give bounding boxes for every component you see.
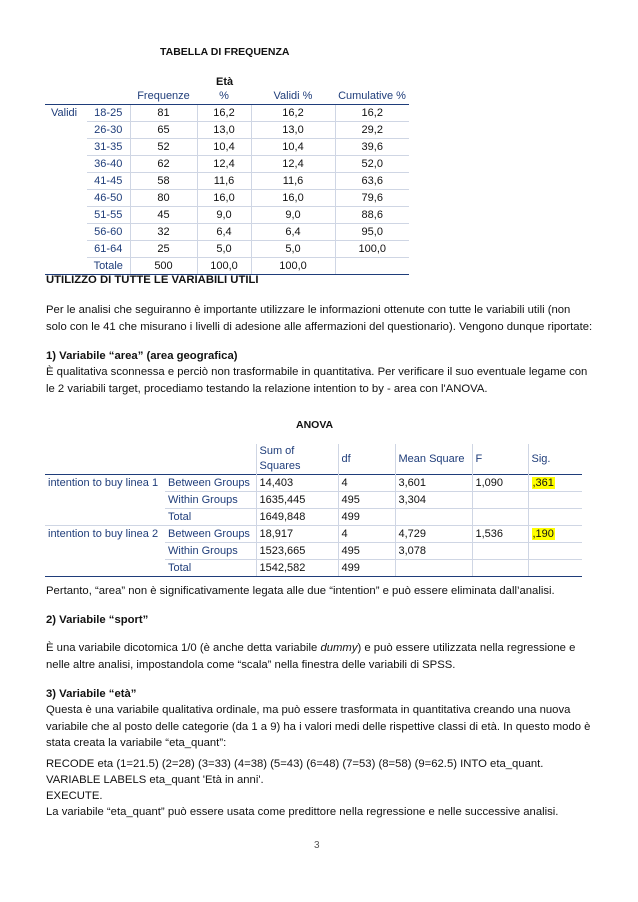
freq-header-empty: [45, 88, 87, 105]
anova-header-ss: Sum of Squares: [256, 444, 338, 475]
freq-row: [45, 190, 409, 207]
anova-cell-ms: [395, 560, 472, 577]
eta-quant-note: La variabile “eta_quant” può essere usata come predittore nella regressione e nelle successive analisi.: [46, 806, 559, 818]
anova-header-ms: Mean Square: [395, 444, 472, 475]
anova-cell-df: 495: [338, 543, 395, 560]
freq-group-label: [45, 190, 87, 207]
freq-cell-freq: 25: [130, 241, 197, 258]
freq-group-label: [45, 207, 87, 224]
anova-cell-f: 1,536: [472, 526, 528, 543]
freq-cell-valid: 100,0: [251, 258, 335, 275]
freq-cell-freq: 81: [130, 105, 197, 122]
freq-category: 46-50: [87, 190, 130, 207]
freq-cell-valid: 10,4: [251, 139, 335, 156]
anova-cell-df: 499: [338, 560, 395, 577]
freq-group-label: [45, 139, 87, 156]
sport-para-part2: ) e può essere utilizzata nella regressione e nelle altre analisi, impostandola come “scala” nella finestra delle variabili di SPSS.: [46, 642, 576, 671]
freq-category: 61-64: [87, 241, 130, 258]
anova-header-f: F: [472, 444, 528, 475]
anova-cell-df: 495: [338, 492, 395, 509]
variable-area-heading: 1) Variabile “area” (area geografica): [46, 350, 238, 362]
sport-para-emphasis: dummy: [320, 642, 358, 654]
freq-category: 56-60: [87, 224, 130, 241]
anova-conclusion: Pertanto, “area” non è significativamente legata alle due “intention” e può essere eliminata dall’analisi.: [46, 585, 555, 597]
anova-cell-ss: 18,917: [256, 526, 338, 543]
freq-row: [45, 139, 409, 156]
freq-category: 51-55: [87, 207, 130, 224]
freq-row: [45, 122, 409, 139]
anova-title: ANOVA: [296, 419, 334, 431]
freq-row: [45, 156, 409, 173]
freq-cell-freq: 52: [130, 139, 197, 156]
anova-table: [45, 444, 582, 577]
freq-group-label: [45, 122, 87, 139]
anova-header-empty: [45, 444, 165, 475]
freq-cell-freq: 32: [130, 224, 197, 241]
anova-source: Within Groups: [165, 492, 256, 509]
freq-cell-freq: 45: [130, 207, 197, 224]
freq-cell-valid: 6,4: [251, 224, 335, 241]
freq-row: [45, 224, 409, 241]
freq-cell-pct: 10,4: [197, 139, 251, 156]
freq-cell-valid: 5,0: [251, 241, 335, 258]
freq-header-pct: %: [219, 89, 229, 102]
anova-cell-df: 4: [338, 526, 395, 543]
freq-group-label: [45, 224, 87, 241]
anova-block-label: intention to buy linea 2: [48, 527, 159, 540]
freq-row: [45, 207, 409, 224]
anova-cell-sig: [528, 509, 582, 526]
freq-cell-cum: 29,2: [335, 122, 409, 139]
frequency-table: [45, 88, 409, 275]
anova-header-empty: [165, 444, 256, 475]
freq-cell-cum: 79,6: [335, 190, 409, 207]
freq-cell-pct: 12,4: [197, 156, 251, 173]
anova-block-label: [45, 492, 165, 509]
freq-cell-valid: 11,6: [251, 173, 335, 190]
variable-area-paragraph: È qualitativa sconnessa e perciò non trasformabile in quantitativa. Per verificare il suo eventuale legame con le 2 variabili target, procediamo testando la relazione intention to by - area con l'ANOVA.: [46, 366, 588, 395]
anova-cell-ms: 3,304: [395, 492, 472, 509]
variable-sport-heading: 2) Variabile “sport”: [46, 614, 149, 626]
anova-cell-sig: [528, 543, 582, 560]
anova-source: Total: [165, 509, 256, 526]
freq-cell-valid: 12,4: [251, 156, 335, 173]
anova-cell-sig: [528, 475, 582, 492]
freq-cell-cum: 95,0: [335, 224, 409, 241]
anova-header-sig: Sig.: [528, 444, 582, 475]
freq-header-empty: [87, 88, 130, 105]
freq-cell-pct: 13,0: [197, 122, 251, 139]
anova-cell-ss: 1649,848: [256, 509, 338, 526]
freq-category: 41-45: [87, 173, 130, 190]
anova-cell-f: 1,090: [472, 475, 528, 492]
freq-category: 31-35: [87, 139, 130, 156]
anova-row: [45, 475, 582, 492]
anova-cell-ms: [395, 509, 472, 526]
anova-source: Total: [165, 560, 256, 577]
anova-block-label: [45, 560, 165, 577]
anova-row: [45, 526, 582, 543]
anova-cell-f: [472, 492, 528, 509]
freq-category: 26-30: [87, 122, 130, 139]
anova-cell-ms: 3,601: [395, 475, 472, 492]
freq-header-cum: Cumulative %: [338, 89, 406, 102]
freq-cell-valid: 9,0: [251, 207, 335, 224]
anova-cell-sig: [528, 560, 582, 577]
anova-row: [45, 543, 582, 560]
anova-cell-ms: 3,078: [395, 543, 472, 560]
anova-block-label: intention to buy linea 1: [45, 475, 165, 492]
freq-cell-pct: 16,0: [197, 190, 251, 207]
spss-code-line-1: RECODE eta (1=21.5) (2=28) (3=33) (4=38) (5=43) (6=48) (7=53) (8=58) (9=62.5) INTO eta_quant.: [46, 758, 544, 770]
freq-table-title: TABELLA DI FREQUENZA: [160, 46, 290, 58]
freq-header-freq: Frequenze: [137, 89, 190, 102]
anova-source: Within Groups: [165, 543, 256, 560]
anova-cell-sig: [528, 492, 582, 509]
anova-cell-f: [472, 543, 528, 560]
anova-cell-ss: 1523,665: [256, 543, 338, 560]
spss-code-line-2: VARIABLE LABELS eta_quant 'Età in anni'.: [46, 774, 264, 786]
freq-group-label: Validi: [45, 105, 87, 122]
anova-block-label: [45, 509, 165, 526]
freq-cell-cum: 100,0: [335, 241, 409, 258]
freq-cell-pct: 16,2: [197, 105, 251, 122]
anova-cell-ss: 1635,445: [256, 492, 338, 509]
freq-header-valid: Validi %: [273, 89, 313, 102]
variable-eta-heading: 3) Variabile “età”: [46, 688, 137, 700]
anova-cell-f: [472, 560, 528, 577]
freq-cell-valid: 16,0: [251, 190, 335, 207]
anova-header-df: df: [338, 444, 395, 475]
freq-group-label: [45, 241, 87, 258]
anova-sig-highlight: ,190: [532, 527, 554, 540]
freq-group-label: [45, 173, 87, 190]
freq-header-row: [45, 88, 409, 105]
freq-cell-freq: 80: [130, 190, 197, 207]
anova-row: [45, 560, 582, 577]
section-heading-variabili: UTILIZZO DI TUTTE LE VARIABILI UTILI: [46, 274, 259, 286]
anova-block-label: [45, 543, 165, 560]
freq-cell-cum: 39,6: [335, 139, 409, 156]
freq-table-var-label: Età: [216, 76, 234, 88]
freq-row: [45, 105, 409, 122]
anova-cell-ms: 4,729: [395, 526, 472, 543]
anova-cell-df: 4: [338, 475, 395, 492]
section-paragraph-intro: Per le analisi che seguiranno è importante utilizzare le informazioni ottenute con tutte le variabili utili (non solo con le 41 che misurano i livelli di adesione alle affermazioni del questionario). Vengono dunque riportate:: [46, 304, 593, 333]
anova-cell-f: [472, 509, 528, 526]
freq-cell-freq: 62: [130, 156, 197, 173]
anova-sig-highlight: ,361: [532, 476, 554, 489]
freq-cell-pct: 9,0: [197, 207, 251, 224]
freq-cell-cum: 16,2: [335, 105, 409, 122]
variable-eta-paragraph: Questa è una variabile qualitativa ordinale, ma può essere trasformata in quantitativa creando una nuova variabile che al posto delle categorie (da 1 a 9) ha i valori medi delle rispettive classi di età. In questo modo è stata creata la variabile “eta_quant”:: [46, 704, 591, 749]
page-number: 3: [314, 840, 320, 851]
anova-cell-sig: [528, 526, 582, 543]
freq-cell-freq: 500: [130, 258, 197, 275]
freq-cell-valid: 16,2: [251, 105, 335, 122]
freq-cell-cum: 63,6: [335, 173, 409, 190]
freq-cell-pct: 100,0: [197, 258, 251, 275]
anova-header-row: [45, 444, 582, 475]
freq-cell-pct: 11,6: [197, 173, 251, 190]
freq-cell-freq: 58: [130, 173, 197, 190]
freq-row: [45, 241, 409, 258]
freq-cell-pct: 5,0: [197, 241, 251, 258]
anova-cell-ss: 1542,582: [256, 560, 338, 577]
freq-category: 36-40: [87, 156, 130, 173]
sport-para-part1: È una variabile dicotomica 1/0 (è anche detta variabile: [46, 642, 321, 654]
freq-cell-cum: 52,0: [335, 156, 409, 173]
freq-cell-pct: 6,4: [197, 224, 251, 241]
variable-sport-paragraph: [46, 640, 594, 673]
anova-row: [45, 492, 582, 509]
freq-category: 18-25: [87, 105, 130, 122]
freq-cell-cum: 88,6: [335, 207, 409, 224]
freq-cell-valid: 13,0: [251, 122, 335, 139]
anova-cell-ss: 14,403: [256, 475, 338, 492]
anova-row: [45, 509, 582, 526]
freq-row: [45, 173, 409, 190]
freq-group-label: [45, 156, 87, 173]
anova-source: Between Groups: [165, 526, 256, 543]
freq-cell-freq: 65: [130, 122, 197, 139]
spss-code-line-3: EXECUTE.: [46, 790, 103, 802]
anova-source: Between Groups: [165, 475, 256, 492]
anova-cell-df: 499: [338, 509, 395, 526]
freq-category: Totale: [87, 258, 130, 275]
